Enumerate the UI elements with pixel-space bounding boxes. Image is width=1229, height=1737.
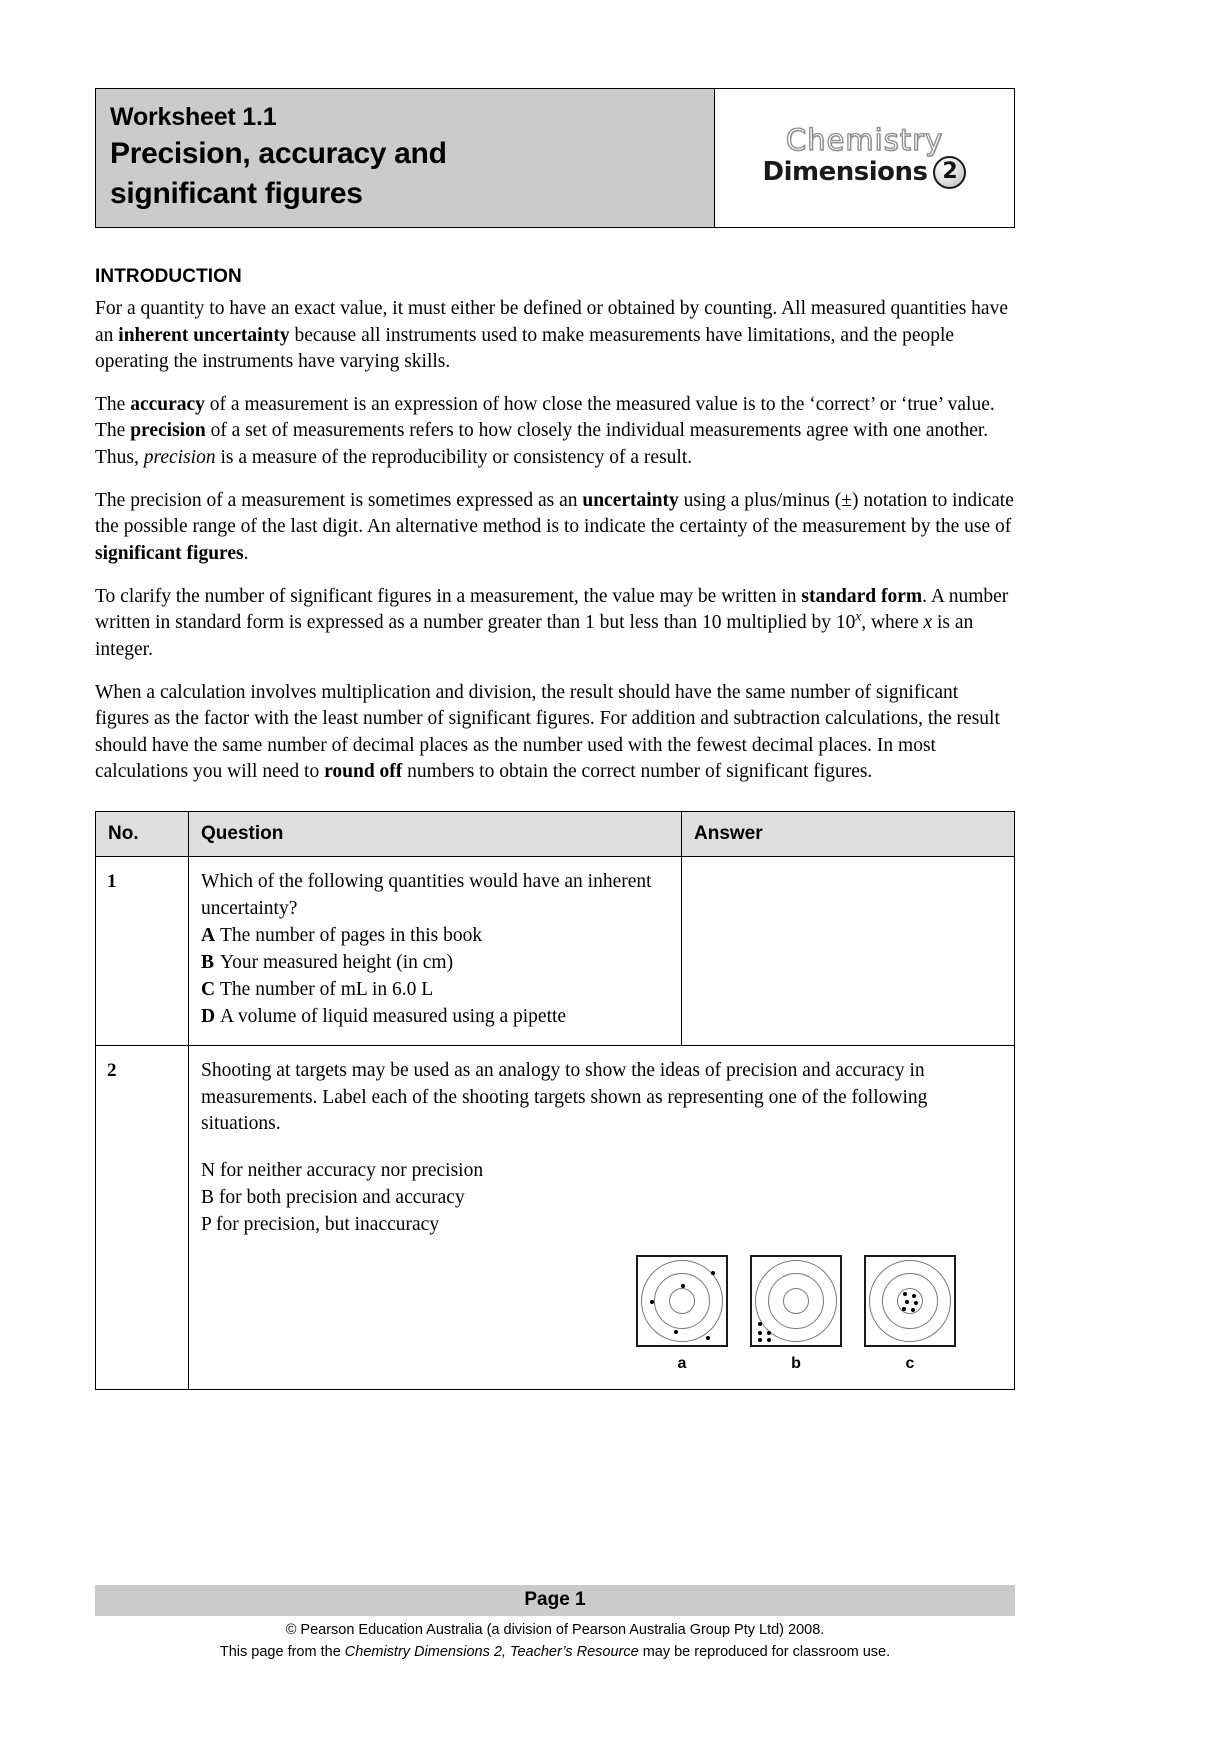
option-letter-b: B bbox=[201, 951, 215, 973]
question-stem-1: Which of the following quantities would have an inherent uncertainty? bbox=[201, 871, 652, 920]
worksheet-title-line1: Precision, accuracy and bbox=[110, 137, 447, 170]
row-number-1: 1 bbox=[96, 857, 189, 1045]
question-table-body bbox=[96, 857, 1015, 1390]
key-line-p: P for precision, but inaccuracy bbox=[201, 1214, 440, 1236]
question-table bbox=[95, 811, 1015, 1390]
shot-mark bbox=[711, 1271, 715, 1275]
shooting-targets-group bbox=[201, 1255, 1002, 1375]
target-label-c: c bbox=[905, 1355, 915, 1373]
target-label-a: a bbox=[677, 1355, 687, 1373]
logo-edition-badge: 2 bbox=[933, 156, 966, 189]
shot-mark bbox=[902, 1307, 906, 1311]
option-b bbox=[201, 950, 669, 977]
paragraph-gap bbox=[201, 1138, 1002, 1158]
row-number-2: 2 bbox=[96, 1045, 189, 1390]
shot-mark bbox=[905, 1300, 909, 1304]
option-c bbox=[201, 977, 669, 1004]
option-letter-d: D bbox=[201, 1005, 216, 1027]
intro-paragraph-4: To clarify the number of significant figures in a measurement, the value may be written in standard form. A number written in standard form is expressed as a number greater than 1 but less than 10 multiplied by 10$^x$, where x is an integer. bbox=[95, 586, 1009, 660]
reproduction-suffix: may be reproduced for classroom use. bbox=[638, 1643, 891, 1660]
shot-mark bbox=[758, 1331, 762, 1335]
header-banner bbox=[95, 88, 1015, 228]
logo-brand-top: Chemistry bbox=[785, 122, 944, 157]
shot-mark bbox=[681, 1284, 685, 1288]
intro-paragraph-5: When a calculation involves multiplication and division, the result should have the same number of significant figures as the factor with the least number of significant figures. For addition and subtraction calculations, the result should have the same number of decimal places as the number used with the fewest decimal places. In most calculations you will need to round off numbers to obtain the correct number of significant figures. bbox=[95, 681, 1000, 782]
table-header-row bbox=[96, 812, 1015, 857]
shot-mark bbox=[912, 1294, 916, 1298]
page-content bbox=[95, 88, 1015, 1390]
page-footer bbox=[95, 1585, 1015, 1664]
shot-mark bbox=[767, 1331, 771, 1335]
shot-mark bbox=[674, 1330, 678, 1334]
target-label-b: b bbox=[791, 1355, 801, 1373]
shot-mark bbox=[758, 1322, 762, 1326]
shot-mark bbox=[650, 1300, 654, 1304]
option-a bbox=[201, 923, 669, 950]
shot-mark bbox=[911, 1308, 915, 1312]
column-header-answer: Answer bbox=[682, 812, 1015, 857]
header-logo-cell bbox=[715, 89, 1015, 228]
logo-bottom-row bbox=[763, 156, 967, 189]
target-b bbox=[750, 1255, 842, 1375]
chemistry-dimensions-logo bbox=[763, 122, 967, 195]
shot-mark bbox=[903, 1292, 907, 1296]
intro-paragraph-3: The precision of a measurement is sometimes expressed as an uncertainty using a plus/minus (±) notation to indicate the possible range of the last digit. An alternative method is to indicate the certainty of the measurement by the use of significant figures. bbox=[95, 490, 1014, 564]
reproduction-title: Chemistry Dimensions 2, Teacher’s Resource bbox=[344, 1643, 639, 1660]
option-d bbox=[201, 1004, 669, 1031]
option-letter-c: C bbox=[201, 978, 216, 1000]
shot-mark bbox=[706, 1336, 710, 1340]
question-cell-2 bbox=[189, 1045, 1015, 1390]
shot-mark bbox=[767, 1338, 771, 1342]
reproduction-prefix: This page from the bbox=[219, 1643, 345, 1660]
question-table-head bbox=[96, 812, 1015, 857]
target-box-a bbox=[636, 1255, 728, 1347]
key-line-n: N for neither accuracy nor precision bbox=[201, 1160, 484, 1182]
answer-cell-1[interactable] bbox=[682, 857, 1015, 1045]
reproduction-notice bbox=[95, 1642, 1015, 1664]
target-c bbox=[864, 1255, 956, 1375]
worksheet-number: Worksheet 1.1 bbox=[110, 103, 277, 131]
header-title-cell bbox=[96, 89, 715, 228]
option-text-c: The number of mL in 6.0 L bbox=[220, 978, 434, 1000]
shot-mark bbox=[914, 1301, 918, 1305]
target-box-b bbox=[750, 1255, 842, 1347]
column-header-question: Question bbox=[189, 812, 682, 857]
question-cell-1 bbox=[189, 857, 682, 1045]
target-box-c bbox=[864, 1255, 956, 1347]
table-row bbox=[96, 857, 1015, 1045]
question-stem-2: Shooting at targets may be used as an analogy to show the ideas of precision and accuracy in measurements. Label each of the shooting targets shown as representing one of the following situations. bbox=[201, 1059, 928, 1135]
option-text-b: Your measured height (in cm) bbox=[220, 951, 454, 973]
target-a bbox=[636, 1255, 728, 1375]
option-text-d: A volume of liquid measured using a pipette bbox=[220, 1005, 567, 1027]
target-ring-inner bbox=[669, 1288, 695, 1314]
copyright-notice: © Pearson Education Australia (a division of Pearson Australia Group Pty Ltd) 2008. bbox=[285, 1622, 825, 1638]
logo-brand-bottom: Dimensions bbox=[762, 157, 928, 188]
option-letter-a: A bbox=[201, 925, 216, 946]
intro-paragraph-2: The accuracy of a measurement is an expression of how close the measured value is to the ‘correct’ or ‘true’ value. The precision of a set of measurements refers to how closely the individual measurements agree with one another. Thus, precision is a measure of the reproducibility or consistency of a result. bbox=[95, 394, 995, 468]
option-text-a: The number of pages in this book bbox=[220, 925, 483, 946]
intro-paragraph-1: For a quantity to have an exact value, it must either be defined or obtained by counting. All measured quantities have an inherent uncertainty because all instruments used to make measurements have limitations, and the people operating the instruments have varying skills. bbox=[95, 298, 1008, 372]
introduction-heading: INTRODUCTION bbox=[95, 266, 242, 288]
page-number-bar: Page 1 bbox=[95, 1585, 1015, 1616]
worksheet-title-line2: significant figures bbox=[110, 176, 363, 210]
target-ring-inner bbox=[783, 1288, 809, 1314]
shot-mark bbox=[758, 1338, 762, 1342]
column-header-no: No. bbox=[96, 812, 189, 857]
key-line-b: B for both precision and accuracy bbox=[201, 1187, 465, 1209]
table-row bbox=[96, 1045, 1015, 1390]
